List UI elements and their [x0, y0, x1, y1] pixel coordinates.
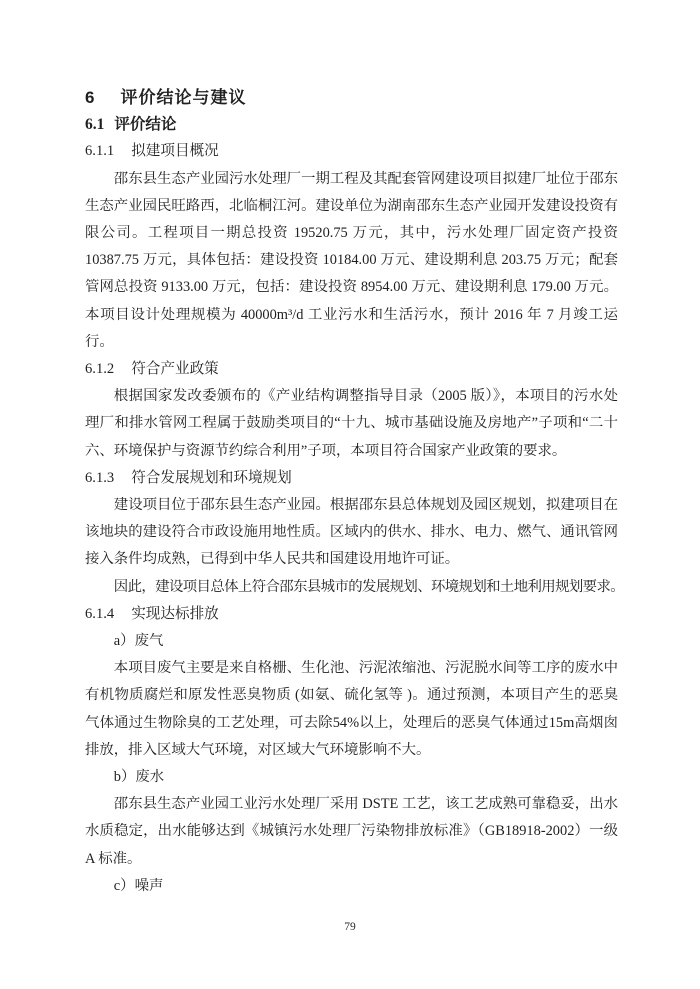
document-content [85, 84, 625, 900]
chapter-title: 评价结论与建议 [120, 88, 247, 107]
subsection-title: 符合发展规划和环境规划 [131, 469, 292, 486]
page-number: 79 [344, 921, 356, 933]
subsection-heading-6-1-3 [85, 465, 618, 492]
paragraph-project-overview: 邵东县生态产业园污水处理厂一期工程及其配套管网建设项目拟建厂址位于邵东生态产业园民旺路西，北临桐江河。建设单位为湖南邵东生态产业园开发建设投资有限公司。工程项目一期总投资 19520.75 万元，其中，污水处理厂固定资产投资 10387.75 万元，具体包括：建设投资 10184.00 万元、建设期利息 203.75 万元；配套管网总投资 9133.00 万元，包括：建设投资 8954.00 万元、建设期利息 179.00 万元。本项目设计处理规模为 40000m³/d 工业污水和生活污水，预计 2016 年 7 月竣工运行。 [85, 170, 618, 350]
subsection-title: 符合产业政策 [131, 361, 219, 378]
list-item-c-noise: c）噪声 [113, 877, 164, 894]
subsection-number: 6.1.4 [85, 605, 115, 622]
chapter-heading [85, 84, 618, 111]
section-number: 6.1 [85, 116, 105, 134]
subsection-number: 6.1.3 [85, 469, 115, 486]
paragraph-planning-compliance: 建设项目位于邵东县生态产业园。根据邵东县总体规划及园区规划，拟建项目在该地块的建设符合市政设施用地性质。区域内的供水、排水、电力、燃气、通讯管网接入条件均成熟，已得到中华人民共和国建设用地许可证。 [85, 497, 618, 568]
paragraph-waste-gas: 本项目废气主要是来自格栅、生化池、污泥浓缩池、污泥脱水间等工序的废水中有机物质腐烂和原发性恶臭物质 (如氨、硫化氢等 )。通过预测，本项目产生的恶臭气体通过生物除臭的工艺处理，可去除54%以上，处理后的恶臭气体通过15m高烟囱排放，排入区域大气环境，对区域大气环境影响不大。 [85, 660, 618, 758]
subsection-title: 实现达标排放 [131, 605, 219, 622]
chapter-number: 6 [85, 88, 95, 107]
paragraph-planning-conclusion: 因此，建设项目总体上符合邵东县城市的发展规划、环境规划和土地利用规划要求。 [113, 578, 625, 595]
subsection-title: 拟建项目概况 [131, 143, 219, 160]
paragraph-industrial-policy: 根据国家发改委颁布的《产业结构调整指导目录（2005 版）》，本项目的污水处理厂和排水管网工程属于鼓励类项目的“十九、城市基础设施及房地产”子项和“二十六、环境保护与资源节约综合利用”子项，本项目符合国家产业政策的要求。 [85, 388, 618, 459]
subsection-heading-6-1-4 [85, 601, 618, 628]
subsection-heading-6-1-2 [85, 356, 618, 383]
section-heading-6-1 [85, 111, 618, 138]
subsection-heading-6-1-1 [85, 138, 618, 165]
list-item-a-waste-gas: a）废气 [113, 633, 164, 650]
list-item-b-waste-water: b）废水 [113, 769, 165, 786]
subsection-number: 6.1.1 [85, 143, 115, 160]
paragraph-waste-water: 邵东县生态产业园工业污水处理厂采用 DSTE 工艺，该工艺成熟可靠稳妥，出水水质稳定，出水能够达到《城镇污水处理厂污染物排放标准》（GB18918-2002）一级 A 标准。 [85, 796, 618, 867]
subsection-number: 6.1.2 [85, 361, 115, 378]
section-title: 评价结论 [114, 116, 177, 134]
